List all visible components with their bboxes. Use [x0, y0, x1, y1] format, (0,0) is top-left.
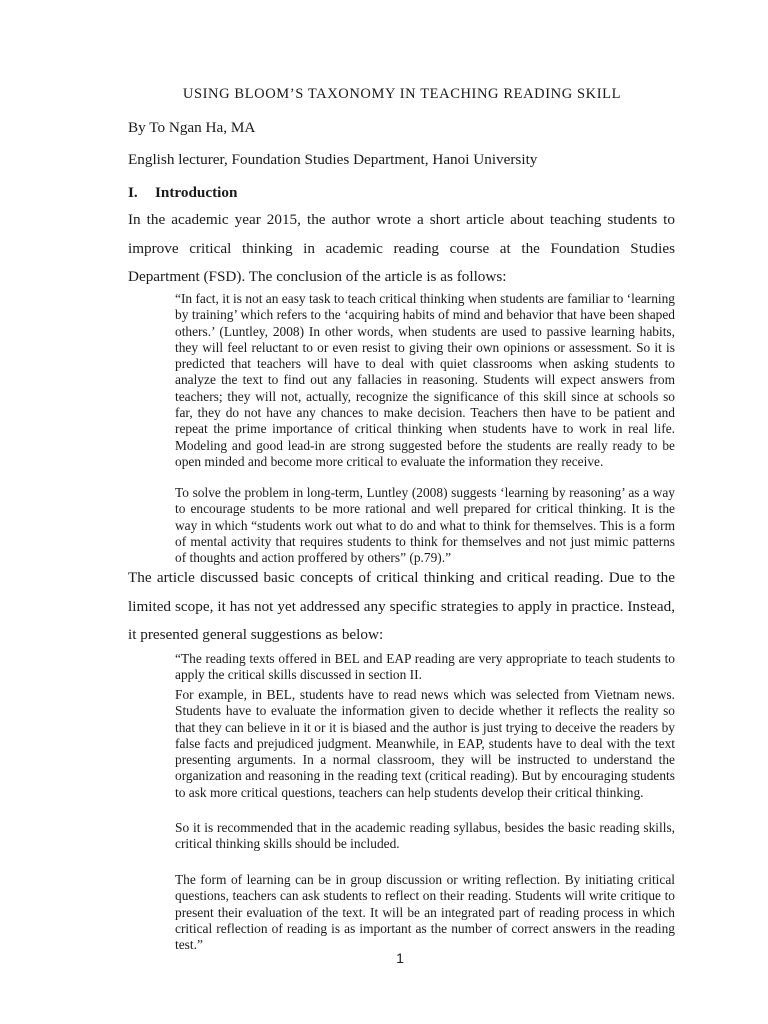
- block-quote: For example, in BEL, students have to read news which was selected from Vietnam news. Students have to evaluate the information given to decide whether it reflects the reality so that they can believe in it or it is biased and the author is just trying to deceive the readers by false facts and prejudiced judgment. Meanwhile, in EAP, students have to deal with the text presenting arguments. In a normal classroom, they will be instructed to understand the organization and reasoning in the reading text (critical reading). But by encouraging students to ask more critical questions, teachers can help students develop their critical thinking.: [175, 687, 675, 800]
- section-number: I.: [128, 184, 138, 201]
- document-title: USING BLOOM’S TAXONOMY IN TEACHING READING SKILL: [182, 86, 622, 102]
- block-quote: So it is recommended that in the academic reading syllabus, besides the basic reading skills, critical thinking skills should be included.: [175, 820, 675, 852]
- block-quote: The form of learning can be in group discussion or writing reflection. By initiating critical questions, teachers can ask students to reflect on their reading. Students will write critique to present their evaluation of the text. It will be an integrated part of reading process in which critical reflection of reading is as important as the number of correct answers in the reading test.”: [175, 872, 675, 953]
- section-title: Introduction: [155, 184, 238, 201]
- block-quote: To solve the problem in long-term, Luntley (2008) suggests ‘learning by reasoning’ as a way to encourage students to be more rational and well prepared for critical thinking. It is the way in which “students work out what to do and what to think for themselves. This is a form of mental activity that requires students to think for themselves and not just mimic patterns of thoughts and action proffered by others” (p.79).”: [175, 485, 675, 566]
- block-quote: “In fact, it is not an easy task to teach critical thinking when students are familiar to ‘learning by training’ which refers to the ‘acquiring habits of mind and behavior that have been shaped others.’ (Luntley, 2008) In other words, when students are used to passive learning habits, they will feel reluctant to or even resist to giving their own opinions or assessment. So it is predicted that teachers will have to deal with quiet classrooms when asking students to analyze the text to find out any fallacies in reasoning. Students will expect answers from teachers; they will not, actually, recognize the significance of this skill since at schools so far, they do not have any chances to make decision. Teachers then have to be patient and repeat the prime importance of critical thinking when students have to work in real life. Modeling and good lead-in are strong suggested before the students are really ready to be open minded and become more critical to evaluate the information they receive.: [175, 291, 675, 469]
- author-line: By To Ngan Ha, MA: [128, 119, 256, 136]
- body-paragraph: In the academic year 2015, the author wrote a short article about teaching students to improve critical thinking in academic reading course at the Foundation Studies Department (FSD). The conclusion of the article is as follows:: [128, 211, 675, 285]
- section-heading: [128, 184, 237, 202]
- page-number: 1: [396, 950, 404, 966]
- affiliation-line: English lecturer, Foundation Studies Department, Hanoi University: [128, 151, 538, 168]
- body-paragraph: The article discussed basic concepts of critical thinking and critical reading. Due to the limited scope, it has not yet addressed any specific strategies to apply in practice. Instead, it presented general suggestions as below:: [128, 569, 675, 643]
- block-quote: “The reading texts offered in BEL and EAP reading are very appropriate to teach students to apply the critical skills discussed in section II.: [175, 651, 675, 683]
